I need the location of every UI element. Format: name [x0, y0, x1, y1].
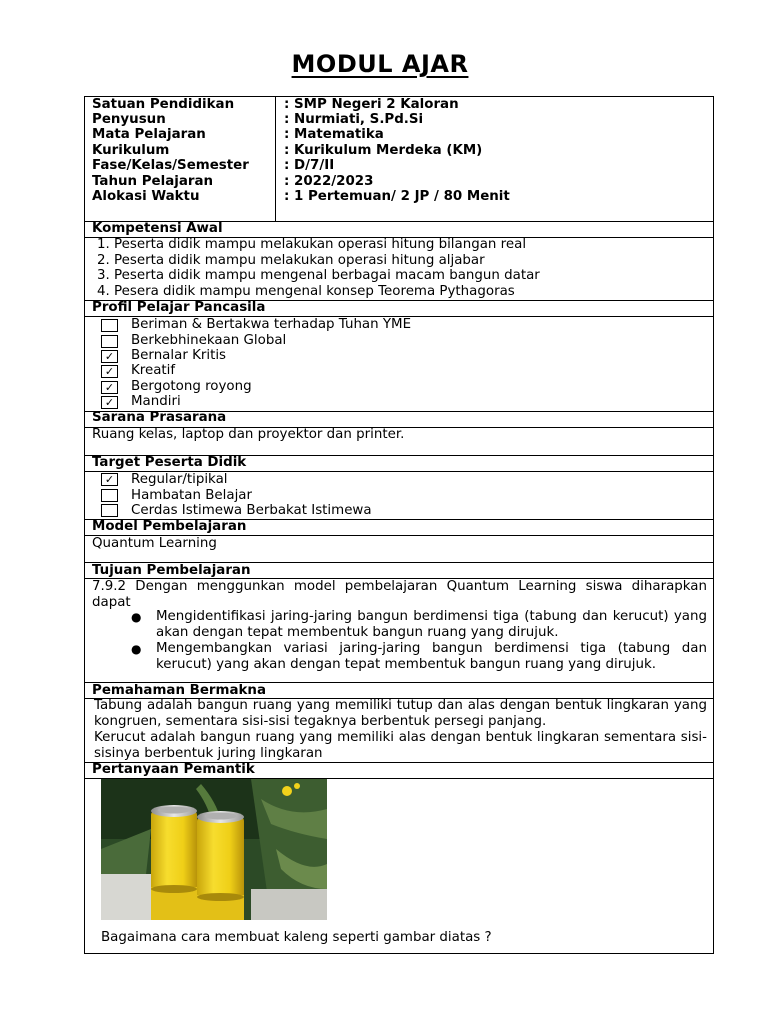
identity-divider	[275, 97, 276, 221]
sarana-heading: Sarana Prasarana	[92, 410, 227, 425]
target-heading: Target Peserta Didik	[92, 455, 247, 470]
kompetensi-item: 2. Peserta didik mampu melakukan operasi hitung aljabar	[97, 253, 485, 268]
profil-checkbox[interactable]: ✓	[101, 350, 118, 363]
value-mapel: : Matematika	[284, 127, 384, 142]
tujuan-bullet: Mengidentifikasi jaring-jaring bangun berdimensi tiga (tabung dan kerucut) yang akan dengan tepat membentuk bangun ruang yang dirujuk.	[156, 609, 707, 640]
pemahaman-paragraph: Kerucut adalah bangun ruang yang memiliki alas dengan bentuk lingkaran sementara sisi-sisinya berbentuk juring lingkaran	[94, 730, 707, 761]
profil-heading: Profil Pelajar Pancasila	[92, 300, 266, 315]
kompetensi-item: 4. Pesera didik mampu mengenal konsep Teorema Pythagoras	[97, 284, 515, 299]
profil-label: Beriman & Bertakwa terhadap Tuhan YME	[131, 317, 412, 332]
profil-label: Mandiri	[131, 394, 181, 409]
profil-label: Kreatif	[131, 363, 176, 378]
lesson-module-table	[84, 96, 714, 954]
tujuan-heading: Tujuan Pembelajaran	[92, 563, 251, 578]
value-kurikulum: : Kurikulum Merdeka (KM)	[284, 143, 483, 158]
value-fase: : D/7/II	[284, 158, 335, 173]
kompetensi-item: 1. Peserta didik mampu melakukan operasi hitung bilangan real	[97, 237, 527, 252]
tujuan-intro: 7.9.2 Dengan menggunkan model pembelajaran Quantum Learning siswa diharapkan dapat	[92, 579, 707, 610]
target-label: Cerdas Istimewa Berbakat Istimewa	[131, 503, 372, 518]
bullet-icon: ●	[131, 642, 142, 656]
sarana-text: Ruang kelas, laptop dan proyektor dan printer.	[92, 427, 405, 442]
tujuan-bullet: Mengembangkan variasi jaring-jaring bangun berdimensi tiga (tabung dan kerucut) yang akan dengan tepat membentuk bangun ruang yang dirujuk.	[156, 641, 707, 672]
profil-checkbox[interactable]: ✓	[101, 365, 118, 378]
target-checkbox[interactable]	[101, 504, 118, 517]
bullet-icon: ●	[131, 610, 142, 624]
target-checkbox[interactable]	[101, 489, 118, 502]
value-alokasi: : 1 Pertemuan/ 2 JP / 80 Menit	[284, 189, 510, 204]
cans-illustration	[101, 779, 327, 920]
document-title: MODUL AJAR	[291, 50, 469, 78]
label-alokasi: Alokasi Waktu	[92, 189, 200, 204]
value-tahun: : 2022/2023	[284, 174, 374, 189]
profil-label: Berkebhinekaan Global	[131, 333, 287, 348]
pertanyaan-heading: Pertanyaan Pemantik	[92, 762, 255, 777]
label-mapel: Mata Pelajaran	[92, 127, 206, 142]
label-tahun: Tahun Pelajaran	[92, 174, 214, 189]
kompetensi-heading: Kompetensi Awal	[92, 221, 223, 236]
model-text: Quantum Learning	[92, 536, 217, 551]
label-satuan: Satuan Pendidikan	[92, 97, 235, 112]
profil-checkbox[interactable]	[101, 335, 118, 348]
profil-label: Bernalar Kritis	[131, 348, 227, 363]
label-penyusun: Penyusun	[92, 112, 166, 127]
pemahaman-heading: Pemahaman Bermakna	[92, 683, 266, 698]
profil-checkbox[interactable]: ✓	[101, 381, 118, 394]
profil-checkbox[interactable]: ✓	[101, 396, 118, 409]
target-checkbox[interactable]: ✓	[101, 473, 118, 486]
pertanyaan-question: Bagaimana cara membuat kaleng seperti gambar diatas ?	[101, 930, 492, 945]
label-fase: Fase/Kelas/Semester	[92, 158, 249, 173]
cans-photo	[101, 779, 327, 920]
profil-label: Bergotong royong	[131, 379, 252, 394]
profil-checkbox[interactable]	[101, 319, 118, 332]
label-kurikulum: Kurikulum	[92, 143, 170, 158]
value-satuan: : SMP Negeri 2 Kaloran	[284, 97, 459, 112]
value-penyusun: : Nurmiati, S.Pd.Si	[284, 112, 424, 127]
kompetensi-item: 3. Peserta didik mampu mengenal berbagai macam bangun datar	[97, 268, 540, 283]
model-heading: Model Pembelajaran	[92, 519, 247, 534]
target-label: Regular/tipikal	[131, 472, 228, 487]
pemahaman-paragraph: Tabung adalah bangun ruang yang memiliki tutup dan alas dengan bentuk lingkaran yang kongruen, sementara sisi-sisi tegaknya berbentuk persegi panjang.	[94, 698, 707, 729]
target-label: Hambatan Belajar	[131, 488, 253, 503]
